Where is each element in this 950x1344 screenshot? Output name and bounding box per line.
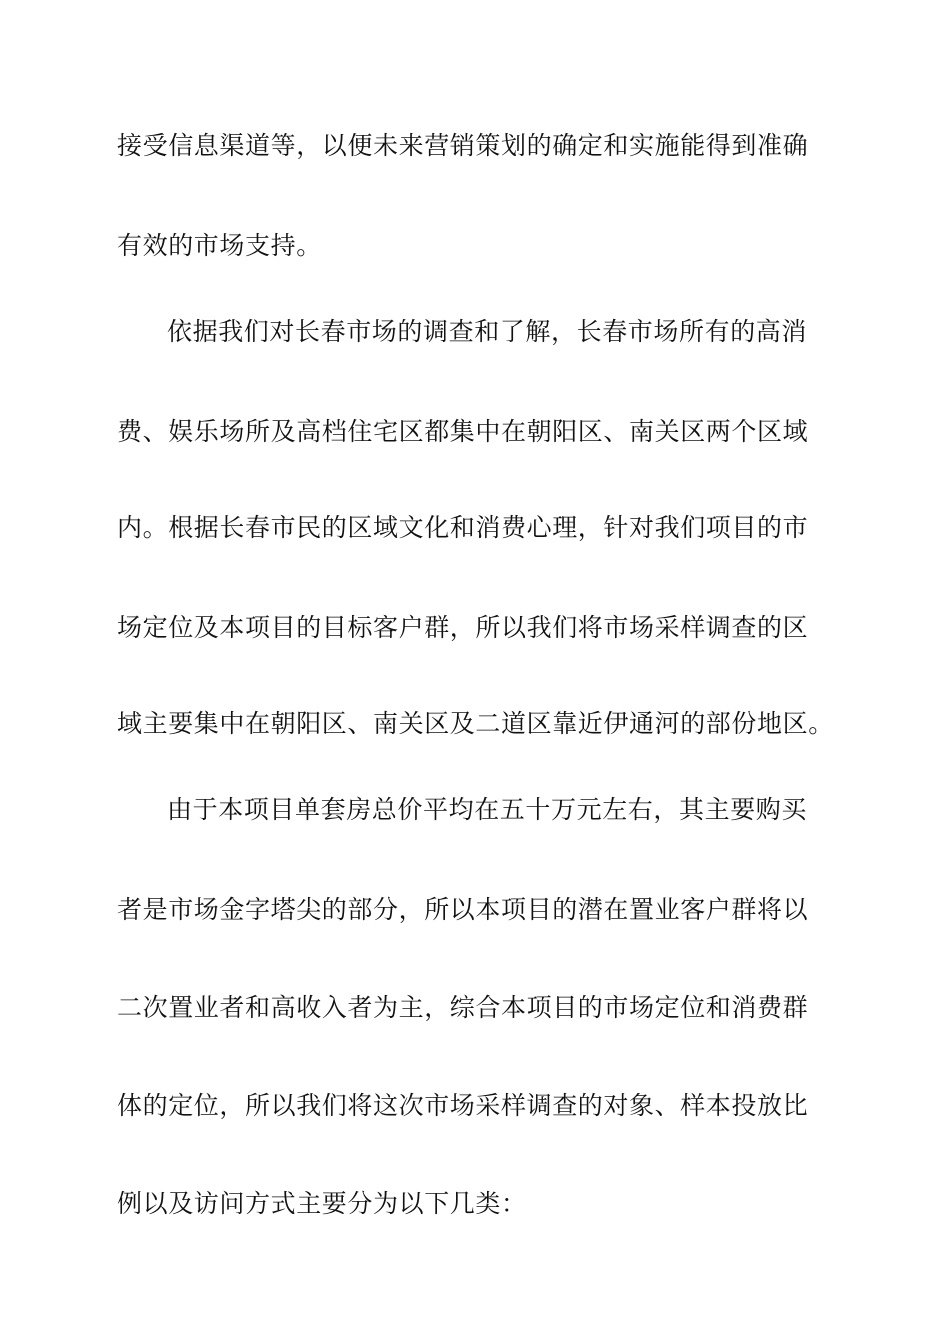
paragraph-first-line: 由于本项目单套房总价平均在五十万元左右，其主要购买 — [167, 795, 808, 824]
text-line: 者是市场金字塔尖的部分，所以本项目的潜在置业客户群将以 — [117, 895, 809, 924]
text-line: 费、娱乐场所及高档住宅区都集中在朝阳区、南关区两个区域 — [117, 417, 809, 446]
text-line: 内。根据长春市民的区域文化和消费心理，针对我们项目的市 — [117, 513, 809, 542]
text-line: 接受信息渠道等，以便未来营销策划的确定和实施能得到准确 — [117, 131, 809, 160]
text-line: 有效的市场支持。 — [117, 231, 322, 260]
text-line: 例以及访问方式主要分为以下几类： — [117, 1189, 527, 1218]
text-line: 体的定位，所以我们将这次市场采样调查的对象、样本投放比 — [117, 1091, 809, 1120]
text-line: 二次置业者和高收入者为主，综合本项目的市场定位和消费群 — [117, 993, 809, 1022]
text-line: 场定位及本项目的目标客户群，所以我们将市场采样调查的区 — [117, 613, 809, 642]
text-line: 域主要集中在朝阳区、南关区及二道区靠近伊通河的部份地区。 — [117, 709, 834, 738]
paragraph-first-line: 依据我们对长春市场的调查和了解，长春市场所有的高消 — [167, 317, 808, 346]
